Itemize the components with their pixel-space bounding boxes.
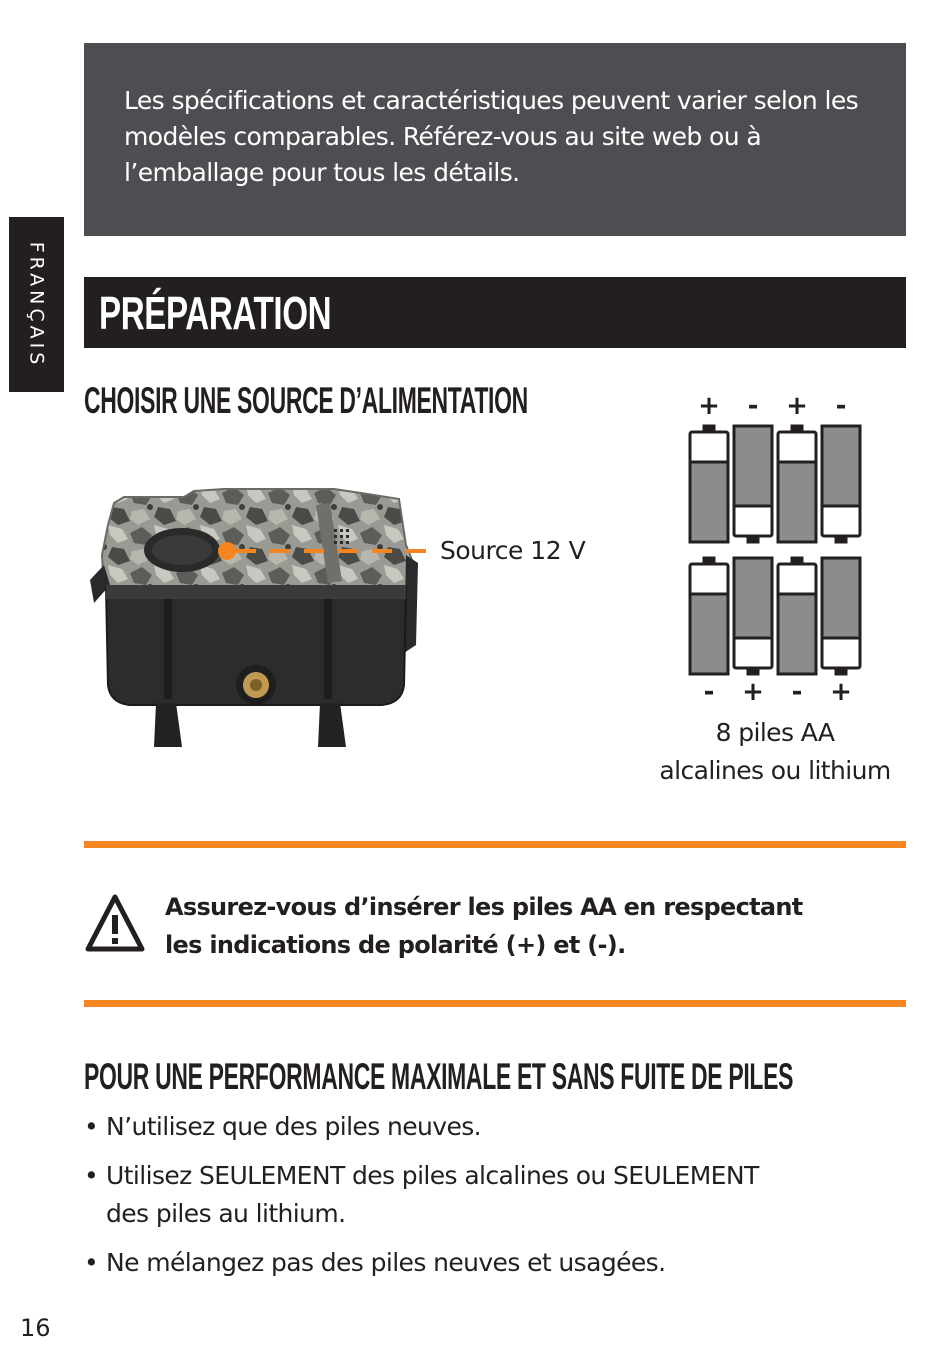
section-header-bar <box>84 277 906 348</box>
list-item <box>84 1157 914 1233</box>
polarity-bottom-1: - <box>703 677 715 707</box>
battery-4 <box>822 426 860 542</box>
tip-3-line1: • Ne mélangez pas des piles neuves et usagées. <box>106 1248 666 1277</box>
polarity-top-2: - <box>747 391 759 421</box>
battery-1 <box>690 426 728 542</box>
warning-line1: Assurez-vous d’insérer les piles AA en respectant <box>165 893 803 921</box>
camera-back-illustration <box>84 485 444 755</box>
performance-tips-list <box>84 1108 914 1293</box>
language-tab-label: FRANÇAIS <box>25 241 48 368</box>
battery-diagram <box>680 388 875 708</box>
battery-7 <box>778 558 816 674</box>
battery-2 <box>734 426 772 542</box>
warning-line2: les indications de polarité (+) et (-). <box>165 931 626 959</box>
warning-icon <box>84 893 146 953</box>
battery-3 <box>778 426 816 542</box>
section-title: PRÉPARATION <box>99 286 332 339</box>
polarity-warning <box>165 888 803 964</box>
tip-2-line1: • Utilisez SEULEMENT des piles alcalines ou SEULEMENT <box>106 1161 759 1190</box>
polarity-top-4: - <box>835 391 847 421</box>
specifications-notice <box>84 43 906 236</box>
power-source-heading: CHOISIR UNE SOURCE D’ALIMENTATION <box>84 380 528 421</box>
battery-5 <box>690 558 728 674</box>
tip-1-line1: • N’utilisez que des piles neuves. <box>106 1112 482 1141</box>
battery-6 <box>734 558 772 674</box>
battery-caption <box>640 714 910 790</box>
polarity-top-3: + <box>786 391 808 421</box>
warning-bottom-rule <box>84 1000 906 1007</box>
polarity-bottom-4: + <box>830 677 852 707</box>
polarity-bottom-3: - <box>791 677 803 707</box>
language-tab <box>9 217 64 392</box>
source-12v-label: Source 12 V <box>440 536 586 565</box>
warning-top-rule <box>84 841 906 848</box>
polarity-bottom-2: + <box>742 677 764 707</box>
tip-2-line2: des piles au lithium. <box>106 1199 346 1228</box>
performance-heading: POUR UNE PERFORMANCE MAXIMALE ET SANS FUITE DE PILES <box>84 1056 794 1097</box>
notice-text: Les spécifications et caractéristiques peuvent varier selon les modèles comparables. Référez-vous au site web ou à l’emballage pour tous les détails. <box>124 86 859 187</box>
page-number: 16 <box>20 1314 51 1342</box>
battery-8 <box>822 558 860 674</box>
battery-caption-line1: 8 piles AA <box>715 718 835 747</box>
list-item <box>84 1244 914 1282</box>
battery-caption-line2: alcalines ou lithium <box>659 756 891 785</box>
polarity-top-1: + <box>698 391 720 421</box>
list-item <box>84 1108 914 1146</box>
